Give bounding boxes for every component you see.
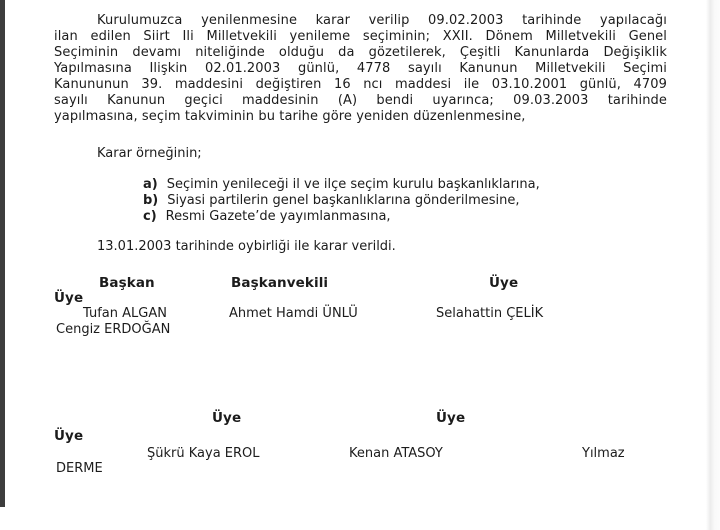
sig1-header-uye: Üye xyxy=(489,275,519,291)
karar-ornegi-line: Karar örneğinin; xyxy=(97,146,202,161)
main-paragraph xyxy=(54,13,667,125)
list-item xyxy=(143,177,540,193)
paragraph-line: Yapılmasına İlişkin 02.01.2003 günlü, 4778 sayılı Kanunun Milletvekili Seçimi xyxy=(54,61,667,76)
sig2-header-uye-2: Üye xyxy=(436,410,466,426)
list-marker: b) xyxy=(143,193,159,208)
list-item-text: Seçimin yenileceği il ve ilçe seçim kurulu başkanlıklarına, xyxy=(166,177,540,192)
paragraph-line: ilan edilen Siirt İli Milletvekili yenileme seçiminin; XXII. Dönem Milletvekili Genel xyxy=(54,29,667,44)
list-item-text: Resmi Gazete’de yayımlanmasına, xyxy=(165,209,391,224)
sig1-name-ahmet-hamdi-unlu: Ahmet Hamdi ÜNLÜ xyxy=(229,306,358,321)
paragraph-line: Kanununun 39. maddesini değiştiren 16 ncı maddesi ile 03.10.2001 günlü, 4709 xyxy=(54,77,667,92)
sig1-left-role-uye: Üye xyxy=(54,290,84,306)
list-item xyxy=(143,193,540,209)
sig2-name-yilmaz: Yılmaz xyxy=(582,446,625,461)
list-item xyxy=(143,209,540,225)
sig2-left-role-uye: Üye xyxy=(54,428,84,444)
paragraph-line: yapılmasına, seçim takviminin bu tarihe göre yeniden düzenlenmesine, xyxy=(54,109,526,124)
distribution-list xyxy=(143,177,540,225)
paragraph-line: Seçiminin devamı niteliğinde olduğu da gözetilerek, Çeşitli Kanunlarda Değişiklik xyxy=(54,45,667,60)
decision-date-line: 13.01.2003 tarihinde oybirliği ile karar verildi. xyxy=(97,239,396,254)
list-marker: a) xyxy=(143,177,158,192)
list-item-text: Siyasi partilerin genel başkanlıklarına gönderilmesine, xyxy=(167,193,520,208)
sig1-name-selahattin-celik: Selahattin ÇELİK xyxy=(436,306,544,321)
sig1-name-cengiz-erdogan: Cengiz ERDOĞAN xyxy=(56,322,171,337)
sig2-name-sukru-kaya-erol: Şükrü Kaya EROL xyxy=(147,446,260,461)
sig1-header-baskanvekili: Başkanvekili xyxy=(231,275,329,291)
page-right-edge-shadow xyxy=(706,0,720,530)
sig1-name-tufan-algan: Tufan ALGAN xyxy=(83,306,167,321)
sig2-header-uye-1: Üye xyxy=(212,410,242,426)
sig2-name-derme: DERME xyxy=(56,461,103,476)
sig2-name-kenan-atasoy: Kenan ATASOY xyxy=(349,446,443,461)
list-marker: c) xyxy=(143,209,157,224)
scan-edge-artifact xyxy=(0,0,5,507)
sig1-header-baskan: Başkan xyxy=(99,275,155,291)
paragraph-line: sayılı Kanunun geçici maddesinin (A) bendi uyarınca; 09.03.2003 tarihinde xyxy=(54,93,667,108)
paragraph-line: Kurulumuzca yenilenmesine karar verilip 09.02.2003 tarihinde yapılacağı xyxy=(97,13,667,28)
